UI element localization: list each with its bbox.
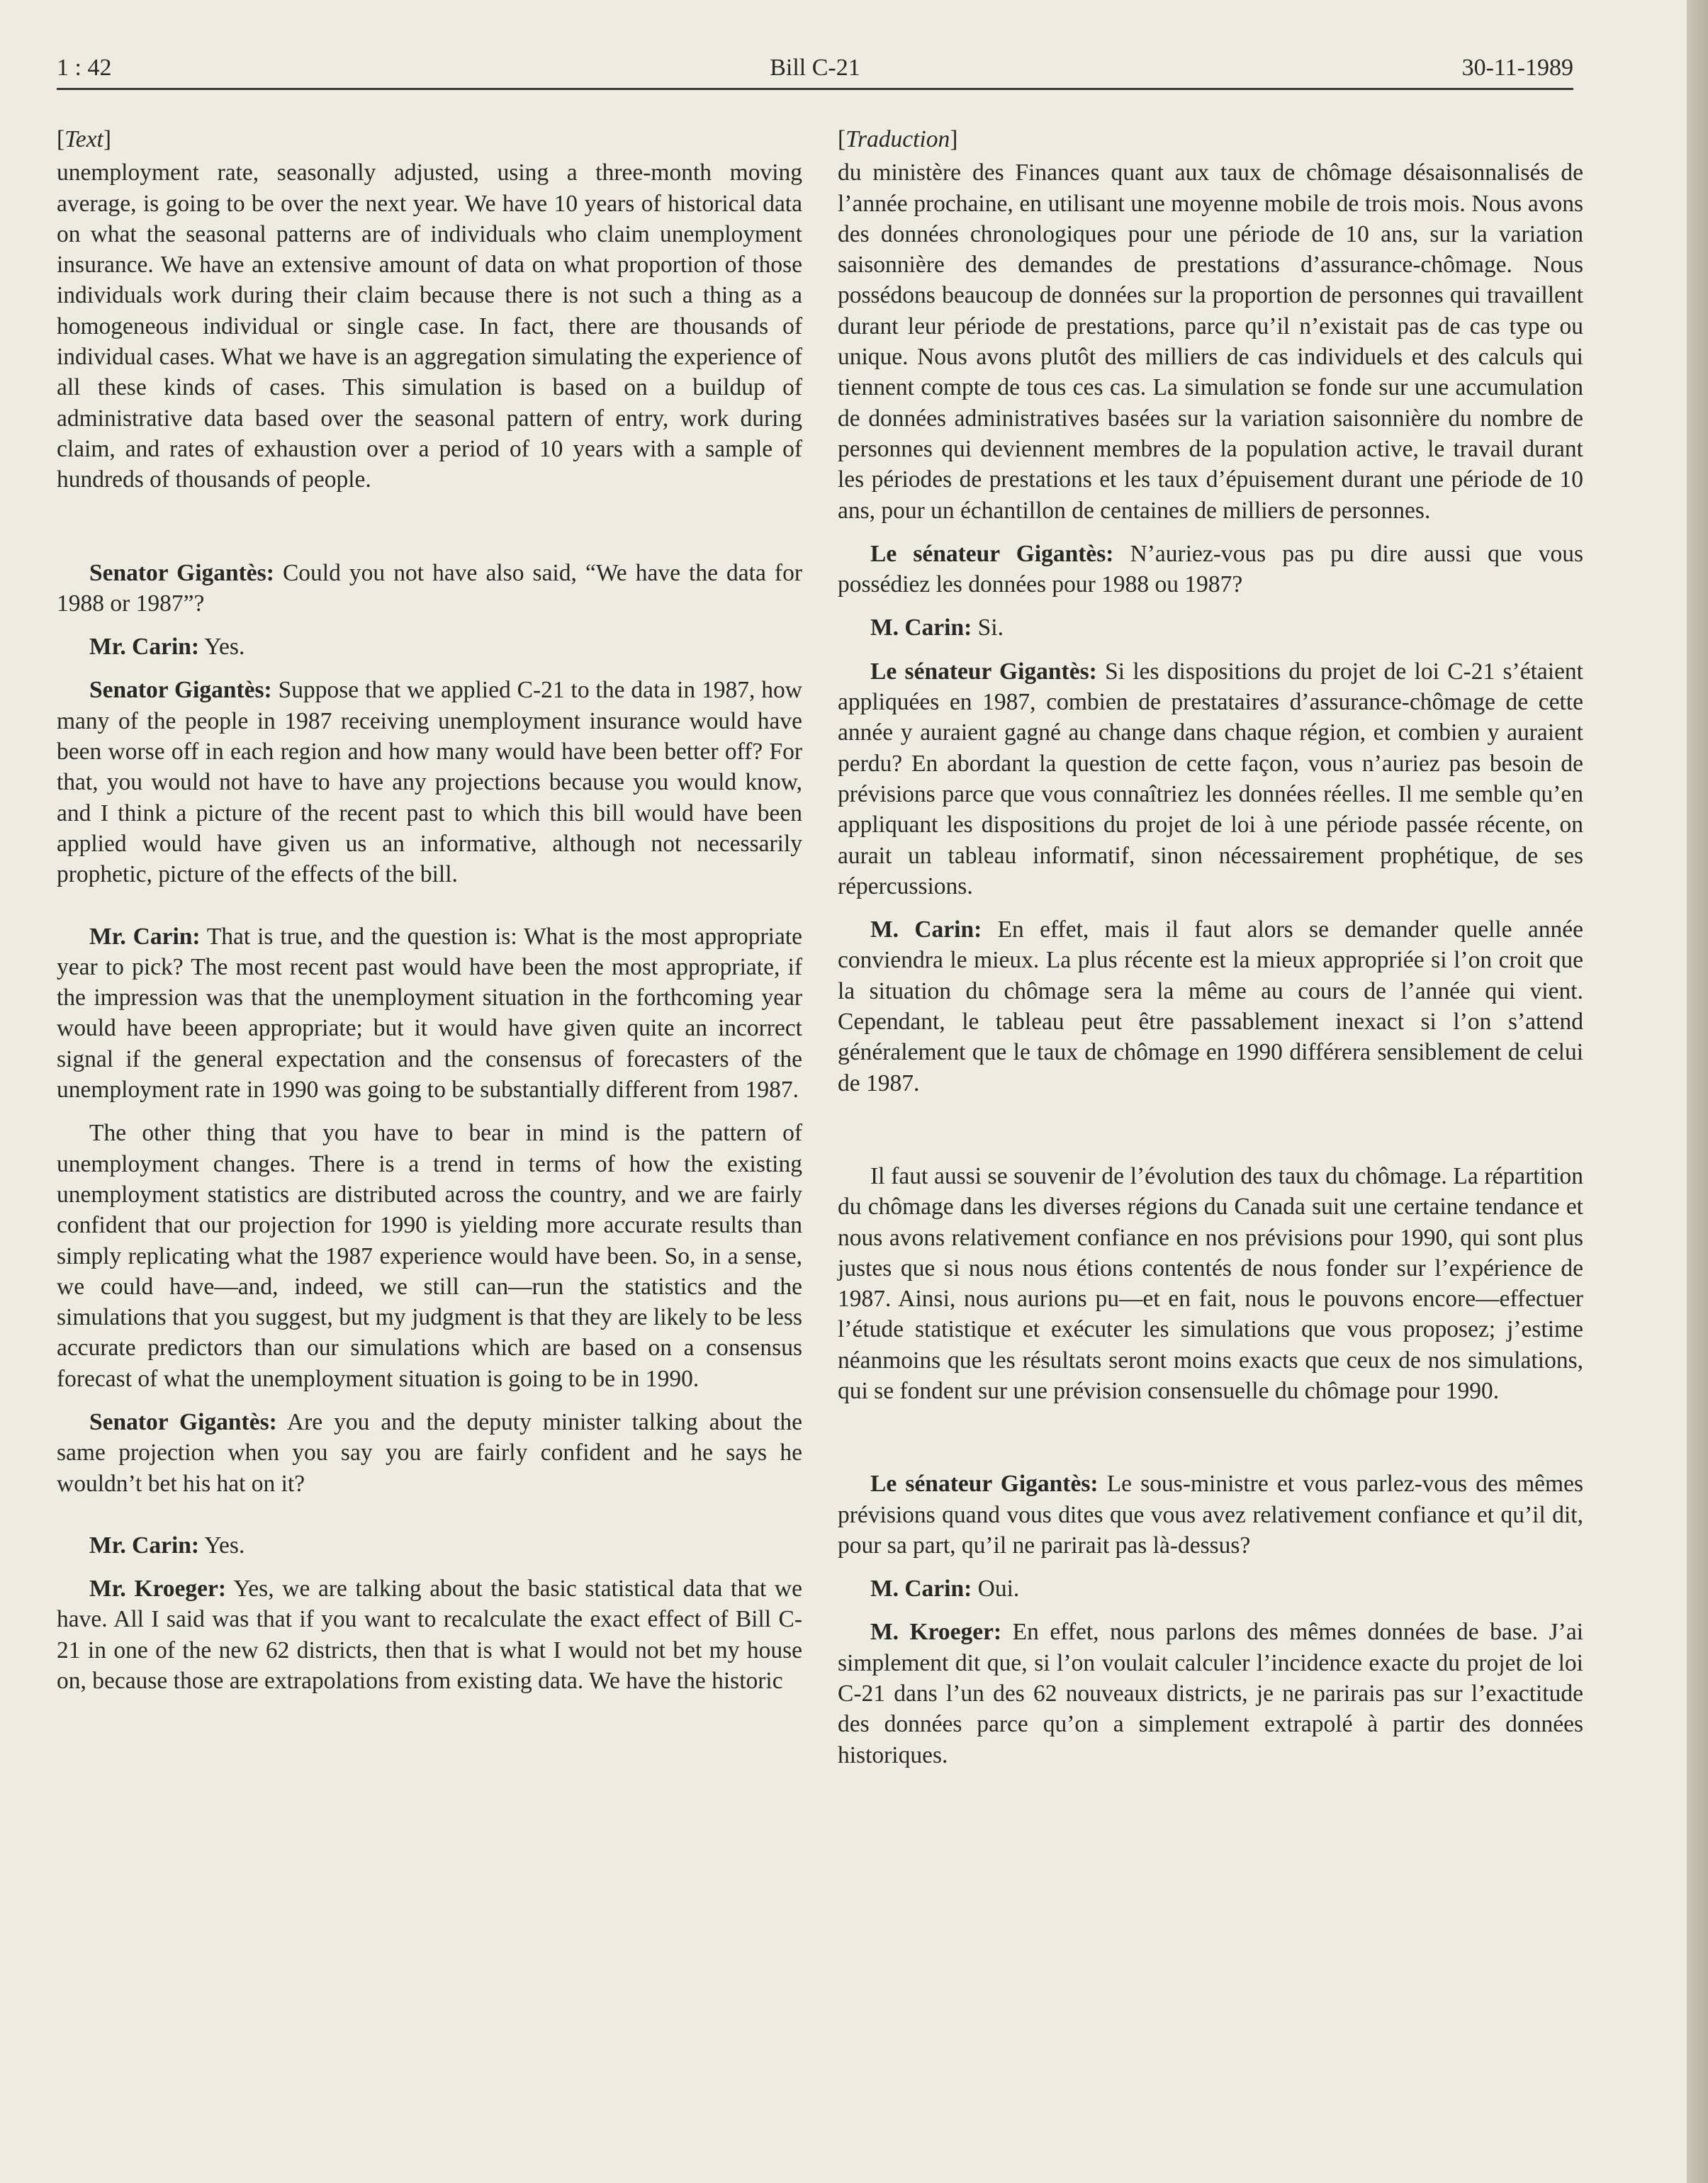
page-edge: [1687, 0, 1708, 2183]
paragraph: Mr. Carin: Yes.: [89, 1532, 245, 1559]
header-rule: [57, 88, 1573, 90]
paragraph: Le sénateur Gigantès: N’auriez-vous pas pu dire aussi que vous possédiez les données pour 1988 ou 1987?: [838, 540, 1583, 598]
speaker-name: M. Carin:: [870, 615, 972, 641]
paragraph: unemployment rate, seasonally adjusted, using a three-month moving average, is going to be over the next year. We have 10 years of historical data on what the seasonal patterns are of individuals who claim unemployment insurance. We have an extensive amount of data on what proportion of those individuals work during their claim because there is not such a thing as a homogeneous individual or single case. In fact, there are thousands of individual cases. What we have is an aggregation simulating the experience of all these kinds of cases. This simulation is based on a buildup of administrative data based over the seasonal pattern of entry, work during claim, and rates of exhaustion over a period of 10 years with a sample of hundreds of thousands of people.: [57, 159, 802, 493]
traduction-tag: [Traduction]: [838, 126, 958, 152]
paragraph: Mr. Carin: Yes.: [89, 634, 245, 661]
paragraph: M. Carin: Si.: [870, 615, 1004, 641]
speaker-name: Senator Gigantès:: [89, 677, 272, 704]
paragraph: Mr. Kroeger: Yes, we are talking about the basic statistical data that we have. All I said was that if you want to recalculate the exact effect of Bill C-21 in one of the new 62 districts, then that is what I would not bet my house on, because those are extrapolations from existing data. We have the historic: [57, 1576, 802, 1695]
speaker-name: M. Carin:: [870, 1576, 972, 1603]
paragraph: M. Kroeger: En effet, nous parlons des mêmes données de base. J’ai simplement dit que, si l’on voulait calculer l’incidence exacte du projet de loi C-21 dans l’un des 62 nouveaux districts, je ne parirais pas sur l’exactitude des données parce qu’on a simplement extrapolé à partir des données historiques.: [838, 1619, 1584, 1768]
speaker-name: Le sénateur Gigantès:: [870, 1471, 1099, 1498]
speaker-name: Mr. Carin:: [89, 634, 200, 661]
paragraph: M. Carin: En effet, mais il faut alors se demander quelle année conviendra le mieux. La plus récente est la mieux appropriée si l’on croit que la situation du chômage sera la même au cours de l’année qui vient. Cependant, le tableau peut être passablement inexact si l’on s’attend généralement que le taux de chômage en 1990 différera sensiblement de celui de 1987.: [838, 916, 1583, 1096]
speaker-name: Le sénateur Gigantès:: [870, 658, 1097, 685]
paragraph: Il faut aussi se souvenir de l’évolution des taux du chômage. La répartition du chômage dans les diverses régions du Canada suit une certaine tendance et nous avons relativement confiance en nos prévisions pour 1990, qui sont plus justes que si nous nous étions contentés de nous fonder sur l’expérience de 1987. Ainsi, nous aurions pu—et en fait, nous le pouvons encore—effectuer l’étude statistique et exécuter les simulations que vous proposez; j’estime néanmoins que les résultats seront moins exacts que ceux de nos simulations, qui se fondent sur une prévision consensuelle du chômage pour 1990.: [838, 1162, 1583, 1404]
french-column: [838, 124, 1583, 1770]
speaker-name: M. Carin:: [870, 916, 982, 943]
speaker-name: Mr. Kroeger:: [89, 1576, 227, 1603]
header-date: 30-11-1989: [1461, 55, 1573, 81]
speaker-name: Le sénateur Gigantès:: [870, 540, 1114, 567]
bill-title: Bill C-21: [770, 55, 860, 81]
speaker-name: Senator Gigantès:: [89, 559, 274, 586]
paragraph: Senator Gigantès: Suppose that we applied C-21 to the data in 1987, how many of the people in 1987 receiving unemployment insurance would have been worse off in each region and how many would have been better off? For that, you would not have to have any projections because you would know, and I think a picture of the recent past to which this bill would have been applied would have given us an informative, although not necessarily prophetic, picture of the effects of the bill.: [57, 677, 802, 888]
paragraph: du ministère des Finances quant aux taux de chômage désaisonnalisés de l’année prochaine, en utilisant une moyenne mobile de trois mois. Nous avons des données chronologiques pour une période de 10 ans, sur la variation saisonnière des demandes de prestations d’assurance-chômage. Nous possédons beaucoup de données sur la proportion de personnes qui travaillent durant leur période de prestations, parce qu’il n’existait pas de cas type ou unique. Nous avons plutôt des milliers de cas individuels et des calculs qui tiennent compte de tous ces cas. La simulation se fonde sur une accumulation de données administratives basées sur la variation saisonnière du nombre de personnes qui deviennent membres de la population active, le travail durant les périodes de prestations et les taux d’épuisement durant une période de 10 ans, pour un échantillon de centaines de milliers de personnes.: [838, 159, 1583, 524]
page-header: [57, 50, 1573, 86]
speaker-name: M. Kroeger:: [870, 1619, 1002, 1646]
paragraph: Senator Gigantès: Are you and the deputy minister talking about the same projection when you say you are fairly confident and he says he wouldn’t bet his hat on it?: [57, 1408, 802, 1497]
paragraph: Senator Gigantès: Could you not have also said, “We have the data for 1988 or 1987”?: [57, 559, 802, 617]
paragraph: Le sénateur Gigantès: Le sous-ministre et vous parlez-vous des mêmes prévisions quand vous dites que vous avez relativement confiance et qu’il dit, pour sa part, qu’il ne parirait pas là-dessus?: [838, 1471, 1584, 1559]
paragraph: M. Carin: Oui.: [870, 1576, 1020, 1603]
text-tag: [Text]: [57, 126, 111, 152]
speaker-name: Senator Gigantès:: [89, 1408, 277, 1435]
paragraph: Le sénateur Gigantès: Si les dispositions du projet de loi C-21 s’étaient appliquées en 1987, combien de prestataires d’assurance-chômage de cette année y auraient gagné au change dans chaque région, et combien y auraient perdu? En abordant la question de cette façon, vous n’auriez pas besoin de prévisions parce que vous connaîtriez les données réelles. Il me semble qu’en appliquant les dispositions du projet de loi à une période passée récente, on aurait un tableau informatif, sinon nécessairement prophétique, de ses répercussions.: [838, 658, 1583, 899]
paragraph: The other thing that you have to bear in mind is the pattern of unemployment changes. There is a trend in terms of how the existing unemployment statistics are distributed across the country, and we are fairly confident that our projection for 1990 is yielding more accurate results than simply replicating what the 1987 experience would have been. So, in a sense, we could have—and, indeed, we still can—run the statistics and the simulations that you suggest, but my judgment is that they are likely to be less accurate predictors than our simulations which are based on a consensus forecast of what the unemployment situation is going to be in 1990.: [57, 1120, 802, 1392]
page-number: 1 : 42: [57, 55, 112, 81]
english-column: [57, 124, 802, 1696]
speaker-name: Mr. Carin:: [89, 1532, 200, 1559]
speaker-name: Mr. Carin:: [89, 923, 201, 950]
paragraph: Mr. Carin: That is true, and the question is: What is the most appropriate year to pick? The most recent past would have been the most appropriate, if the impression was that the unemployment situation in the forthcoming year would have beeen appropriate; but it would have given quite an incorrect signal if the general expectation and the consensus of forecasters of the unemployment rate in 1990 was going to be substantially different from 1987.: [57, 923, 802, 1104]
